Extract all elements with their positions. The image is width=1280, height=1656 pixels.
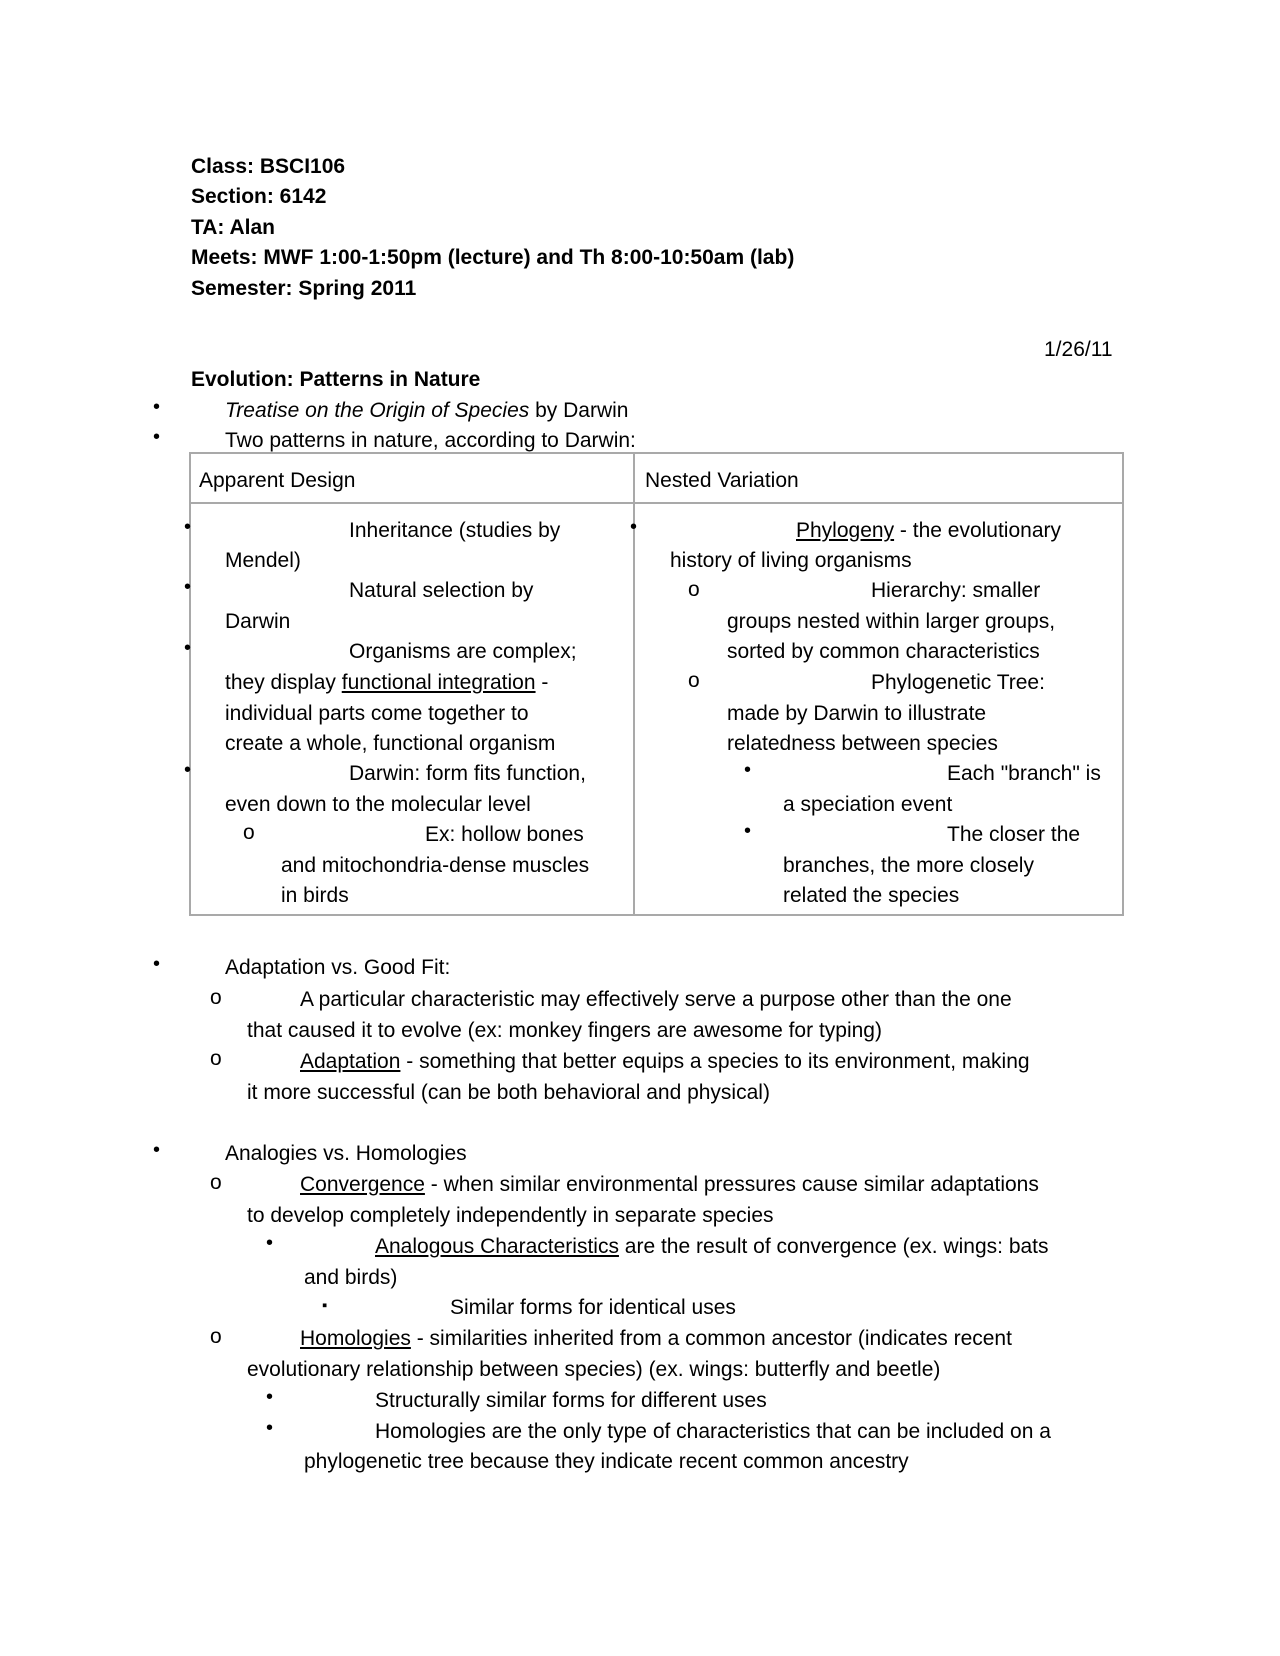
- text-run: are the result of convergence (ex. wings: bats: [618, 1235, 1049, 1258]
- right-cell-line: The closer the: [947, 823, 1081, 846]
- bullet-glyph: •: [266, 1232, 274, 1254]
- adaptation-heading: Adaptation vs. Good Fit:: [225, 956, 451, 979]
- right-cell-line: history of living organisms: [670, 549, 912, 572]
- adaptation-line: that caused it to evolve (ex: monkey fingers are awesome for typing): [247, 1019, 882, 1042]
- text-run: - the evolutionary: [894, 519, 1062, 542]
- semester-line: Semester: Spring 2011: [191, 277, 417, 300]
- section-title: Evolution: Patterns in Nature: [191, 368, 481, 391]
- adaptation-line: [300, 1047, 1030, 1077]
- bullet-glyph: •: [266, 1417, 274, 1439]
- table-header-right: Nested Variation: [645, 469, 799, 492]
- right-cell-line: a speciation event: [783, 793, 953, 816]
- text-run: - similarities inherited from a common ancestor (indicates recent: [410, 1327, 1012, 1350]
- bullet-glyph: •: [153, 426, 161, 448]
- analogies-line: Similar forms for identical uses: [450, 1296, 736, 1319]
- right-cell-line: groups nested within larger groups,: [727, 610, 1056, 633]
- text-run: - something that better equips a species to its environment, making: [400, 1050, 1030, 1073]
- date: 1/26/11: [1044, 338, 1113, 361]
- term-analogous-characteristics: Analogous Characteristics: [375, 1235, 619, 1258]
- circle-bullet-glyph: o: [688, 669, 700, 692]
- circle-bullet-glyph: o: [243, 821, 255, 844]
- left-cell-line: Ex: hollow bones: [425, 823, 584, 846]
- left-cell-line: [225, 668, 548, 698]
- term-convergence: Convergence: [300, 1173, 425, 1196]
- left-cell-line: even down to the molecular level: [225, 793, 531, 816]
- left-cell-line: Mendel): [225, 549, 301, 572]
- circle-bullet-glyph: o: [210, 1047, 222, 1070]
- meets-line: Meets: MWF 1:00-1:50pm (lecture) and Th 8:00-10:50am (lab): [191, 246, 795, 269]
- right-cell-line: Each "branch" is: [947, 762, 1101, 785]
- bullet-glyph: •: [184, 516, 192, 538]
- intro-item-1: [225, 396, 628, 426]
- analogies-line: evolutionary relationship between species) (ex. wings: butterfly and beetle): [247, 1358, 941, 1381]
- text-run: -: [535, 671, 549, 694]
- left-cell-line: Natural selection by: [349, 579, 534, 602]
- square-bullet-glyph: ▪: [322, 1297, 328, 1314]
- left-cell-line: and mitochondria-dense muscles: [281, 854, 590, 877]
- right-cell-line: sorted by common characteristics: [727, 640, 1040, 663]
- text-run: - when similar environmental pressures cause similar adaptations: [424, 1173, 1039, 1196]
- left-cell-line: individual parts come together to: [225, 702, 529, 725]
- table-header-left: Apparent Design: [199, 469, 356, 492]
- circle-bullet-glyph: o: [210, 1325, 222, 1348]
- right-cell-line: related the species: [783, 884, 960, 907]
- left-cell-line: Inheritance (studies by: [349, 519, 561, 542]
- table-header-divider: [191, 502, 1122, 504]
- intro-item-2: Two patterns in nature, according to Darwin:: [225, 429, 636, 452]
- left-cell-line: in birds: [281, 884, 349, 907]
- bullet-glyph: •: [184, 576, 192, 598]
- left-cell-line: create a whole, functional organism: [225, 732, 556, 755]
- right-cell-line: made by Darwin to illustrate: [727, 702, 987, 725]
- circle-bullet-glyph: o: [210, 986, 222, 1009]
- analogies-line: to develop completely independently in separate species: [247, 1204, 774, 1227]
- circle-bullet-glyph: o: [210, 1171, 222, 1194]
- class-line: Class: BSCI106: [191, 155, 346, 178]
- book-title: Treatise on the Origin of Species: [225, 399, 530, 422]
- section-line: Section: 6142: [191, 185, 327, 208]
- adaptation-line: it more successful (can be both behavioral and physical): [247, 1081, 770, 1104]
- analogies-line: [300, 1170, 1039, 1200]
- bullet-glyph: •: [184, 637, 192, 659]
- bullet-glyph: •: [266, 1386, 274, 1408]
- bullet-glyph: •: [184, 759, 192, 781]
- bullet-glyph: •: [153, 953, 161, 975]
- analogies-heading: Analogies vs. Homologies: [225, 1142, 467, 1165]
- analogies-line: and birds): [304, 1266, 398, 1289]
- left-cell-line: Darwin: form fits function,: [349, 762, 586, 785]
- intro-item-1-rest: by Darwin: [529, 399, 629, 422]
- bullet-glyph: •: [744, 759, 752, 781]
- bullet-glyph: •: [744, 820, 752, 842]
- analogies-line: Structurally similar forms for different uses: [375, 1389, 767, 1412]
- term-homologies: Homologies: [300, 1327, 411, 1350]
- ta-line: TA: Alan: [191, 216, 275, 239]
- analogies-line: Homologies are the only type of characteristics that can be included on a: [375, 1420, 1051, 1443]
- bullet-glyph: •: [630, 516, 638, 538]
- right-cell-line: relatedness between species: [727, 732, 998, 755]
- right-cell-line: Phylogenetic Tree:: [871, 671, 1045, 694]
- bullet-glyph: •: [153, 1139, 161, 1161]
- term-phylogeny: Phylogeny: [796, 519, 895, 542]
- right-cell-line: branches, the more closely: [783, 854, 1034, 877]
- left-cell-line: Organisms are complex;: [349, 640, 577, 663]
- right-cell-line: Hierarchy: smaller: [871, 579, 1041, 602]
- left-cell-line: Darwin: [225, 610, 291, 633]
- term-functional-integration: functional integration: [341, 671, 536, 694]
- circle-bullet-glyph: o: [688, 578, 700, 601]
- right-cell-line: [796, 516, 1061, 546]
- bullet-glyph: •: [153, 396, 161, 418]
- adaptation-line: A particular characteristic may effectively serve a purpose other than the one: [300, 988, 1012, 1011]
- analogies-line: [300, 1324, 1012, 1354]
- term-adaptation: Adaptation: [300, 1050, 401, 1073]
- analogies-line: [375, 1232, 1049, 1262]
- text-run: they display: [225, 671, 342, 694]
- analogies-line: phylogenetic tree because they indicate recent common ancestry: [304, 1450, 909, 1473]
